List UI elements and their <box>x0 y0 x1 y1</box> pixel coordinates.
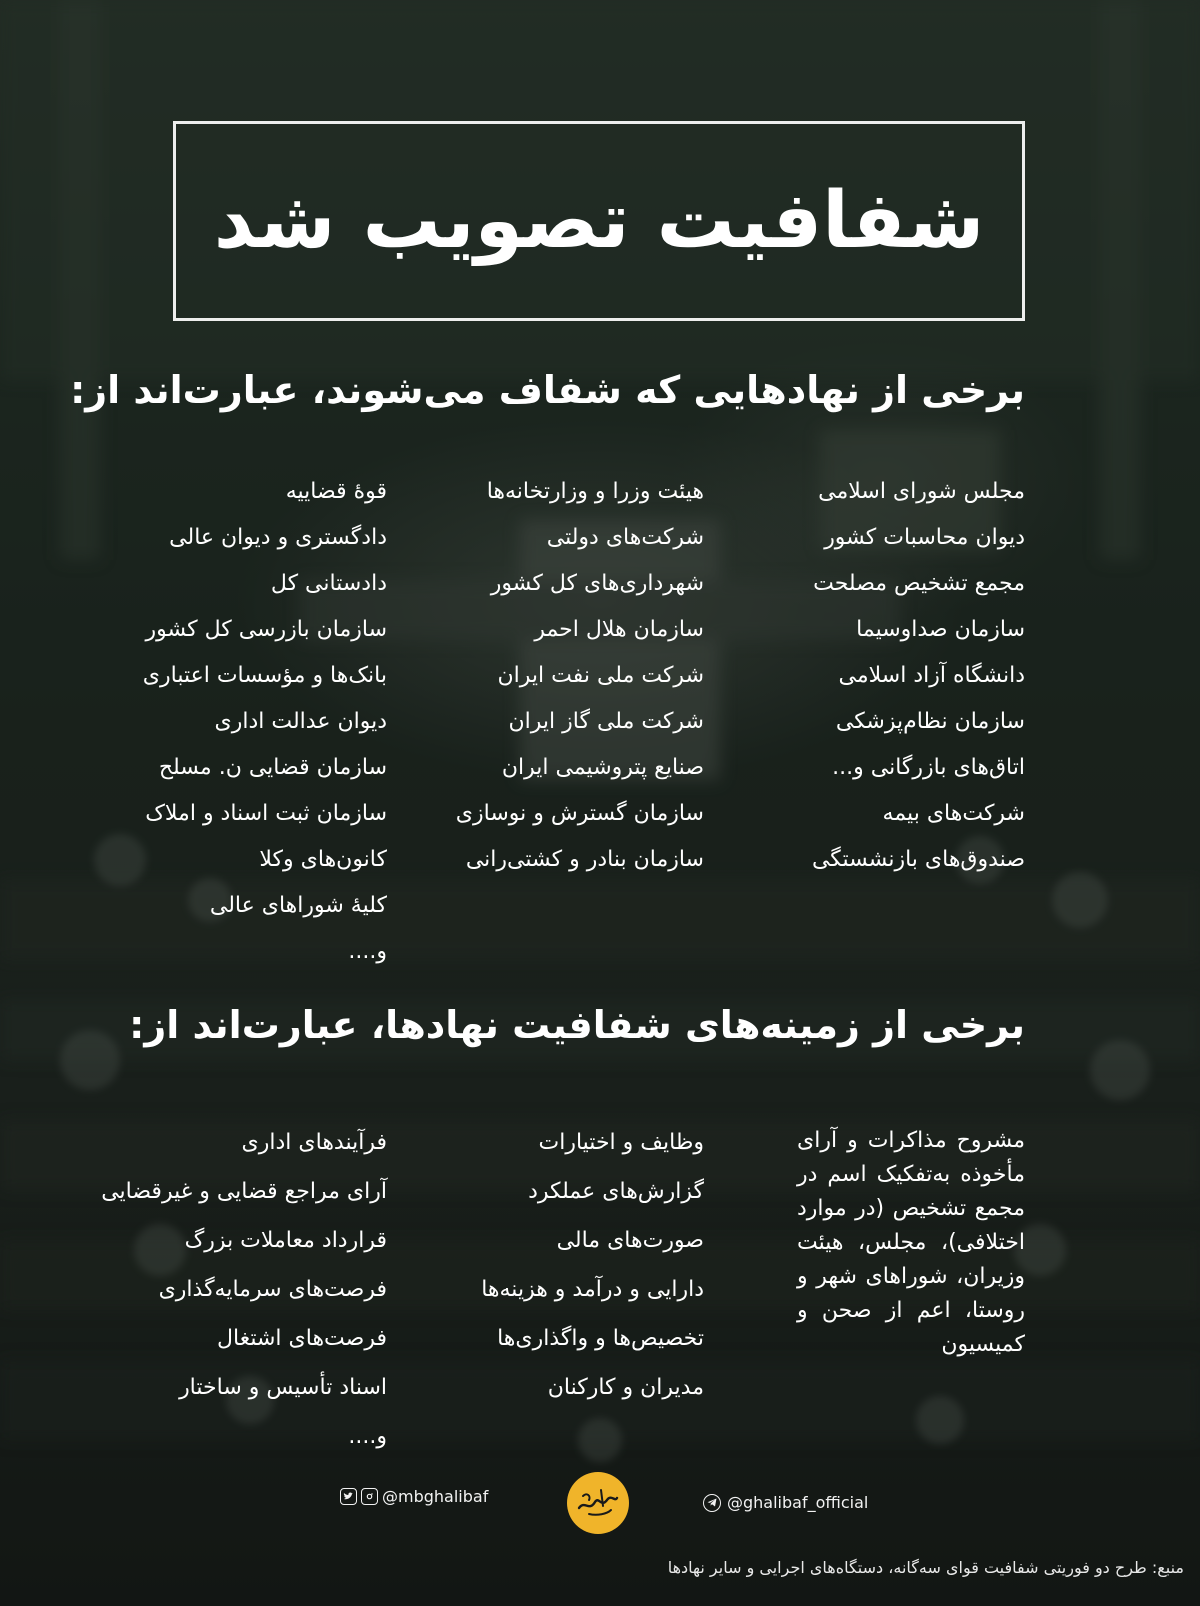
list-item: صنایع پتروشیمی ایران <box>501 755 704 780</box>
social-handle-twitter-instagram[interactable] <box>340 1487 488 1506</box>
list-item: سازمان نظام‌پزشکی <box>835 709 1025 734</box>
source-caption: منبع: طرح دو فوریتی شفافیت قوای سه‌گانه، دستگاه‌های اجرایی و سایر نهادها <box>667 1558 1184 1577</box>
list-item: فرصت‌های اشتغال <box>217 1326 387 1351</box>
list-item: سازمان بنادر و کشتی‌رانی <box>465 847 704 872</box>
social-handle-right: @ghalibaf_official <box>727 1493 869 1512</box>
list-item: صورت‌های مالی <box>556 1228 704 1253</box>
list-item: هیئت وزرا و وزارتخانه‌ها <box>486 479 704 504</box>
list-item: شرکت‌های بیمه <box>882 801 1025 826</box>
list-item: سازمان گسترش و نوسازی <box>455 801 704 826</box>
transparency-areas-column-2 <box>474 1118 704 1412</box>
list-item: و.... <box>348 939 387 964</box>
list-item: صندوق‌های بازنشستگی <box>811 847 1025 872</box>
list-item: دارایی و درآمد و هزینه‌ها <box>481 1277 704 1302</box>
institutions-column-1 <box>785 469 1025 883</box>
list-item: قوۀ قضاییه <box>285 479 387 504</box>
list-item: اسناد تأسیس و ساختار <box>179 1375 387 1400</box>
list-item: سازمان قضایی ن. مسلح <box>158 755 387 780</box>
instagram-icon <box>361 1488 378 1505</box>
signature-logo <box>567 1472 629 1534</box>
list-item: دادگستری و دیوان عالی <box>169 525 387 550</box>
list-item: سازمان صداوسیما <box>856 617 1025 642</box>
page-title: شفافیت تصویب شد <box>213 176 985 266</box>
list-item: دادستانی کل <box>270 571 387 596</box>
list-item: کانون‌های وکلا <box>259 847 387 872</box>
section2-heading: برخی از زمینه‌های شفافیت نهادها، عبارت‌اند از: <box>129 1003 1025 1047</box>
twitter-icon <box>340 1488 357 1505</box>
list-item: مجمع تشخیص مصلحت <box>813 571 1025 596</box>
section1-heading: برخی از نهادهایی که شفاف می‌شوند، عبارت‌اند از: <box>70 368 1025 412</box>
transparency-areas-paragraph: مشروح مذاکرات و آرای مأخوذه به‌تفکیک اسم در مجمع تشخیص (در موارد اختلافی)، مجلس، هیئت وزیران، شوراهای شهر و روستا، اعم از صحن و کمیسیون <box>797 1128 1025 1357</box>
list-item: دیوان محاسبات کشور <box>824 525 1025 550</box>
list-item: فرصت‌های سرمایه‌گذاری <box>158 1277 387 1302</box>
list-item: سازمان بازرسی کل کشور <box>145 617 387 642</box>
list-item: کلیۀ شوراهای عالی <box>209 893 387 918</box>
list-item: شرکت‌های دولتی <box>546 525 704 550</box>
institutions-column-2 <box>455 469 704 883</box>
institutions-column-3 <box>142 469 387 975</box>
list-item: وظایف و اختیارات <box>538 1130 704 1155</box>
title-box <box>173 121 1025 321</box>
social-handle-left: @mbghalibaf <box>382 1487 489 1506</box>
list-item: دیوان عدالت اداری <box>214 709 387 734</box>
list-item: شرکت ملی نفت ایران <box>497 663 704 688</box>
list-item: قرارداد معاملات بزرگ <box>184 1228 387 1253</box>
list-item: و.... <box>348 1424 387 1449</box>
list-item: شهرداری‌های کل کشور <box>490 571 704 596</box>
list-item: سازمان ثبت اسناد و املاک <box>145 801 387 826</box>
list-item: گزارش‌های عملکرد <box>528 1179 704 1204</box>
list-item: مجلس شورای اسلامی <box>818 479 1025 504</box>
social-handle-telegram[interactable] <box>703 1493 868 1512</box>
list-item: تخصیص‌ها و واگذاری‌ها <box>497 1326 704 1351</box>
transparency-areas-column-3 <box>101 1118 387 1461</box>
telegram-icon <box>703 1494 721 1512</box>
list-item: شرکت ملی گاز ایران <box>508 709 704 734</box>
list-item: مدیران و کارکنان <box>547 1375 704 1400</box>
list-item: فرآیندهای اداری <box>241 1130 387 1155</box>
list-item: اتاق‌های بازرگانی و... <box>832 755 1025 780</box>
list-item: آرای مراجع قضایی و غیرقضایی <box>101 1179 387 1204</box>
list-item: بانک‌ها و مؤسسات اعتباری <box>142 663 387 688</box>
list-item: دانشگاه آزاد اسلامی <box>838 663 1025 688</box>
list-item: سازمان هلال احمر <box>534 617 704 642</box>
